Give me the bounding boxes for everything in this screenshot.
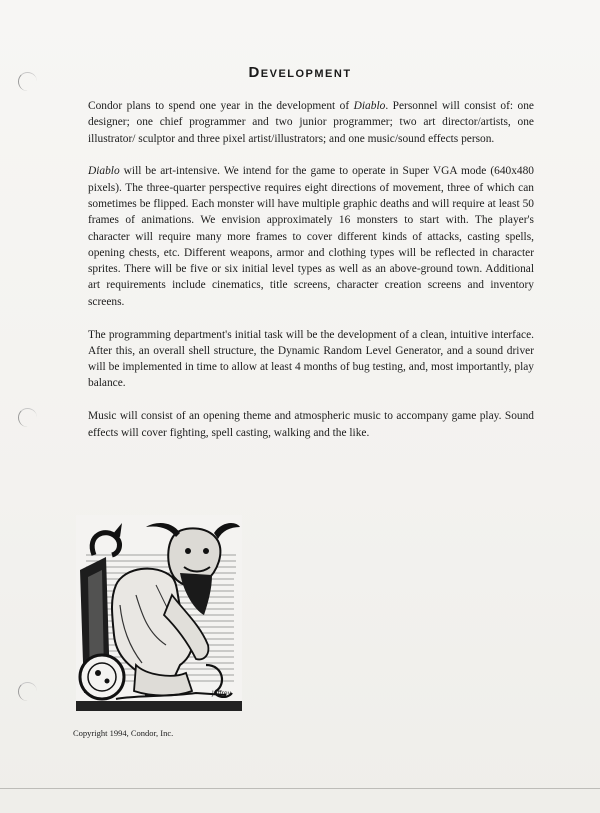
punch-hole-middle (18, 408, 37, 427)
devil-illustration (76, 515, 242, 711)
game-title-italic: Diablo (353, 100, 386, 112)
paragraph-art (88, 163, 534, 310)
punch-hole-bottom (18, 682, 37, 701)
p1-text-pre: Condor plans to spend one year in the development of (88, 100, 354, 112)
game-title-italic: Diablo (88, 165, 120, 178)
artist-signature: Jeffrey (212, 690, 232, 697)
page-title: Development (248, 64, 352, 81)
document-body (88, 98, 534, 457)
copyright-notice: Copyright 1994, Condor, Inc. (73, 728, 174, 738)
paragraph-music: Music will consist of an opening theme and atmospheric music to accompany game play. Sound effects will cover fighting, spell casting, walking and the like. (88, 410, 534, 439)
p2-text: will be art-intensive. We intend for the game to operate in Super VGA mode (640x480 pixels). The three-quarter perspective requires eight directions of movement, three of which can sometimes be flipped. Each monster will have multiple graphic deaths and will require at least 50 frames of animations. We envision approximately 16 monsters to start with. The player's character will require many more frames to cover different kinds of attacks, casting spells, opening chests, etc. Different weapons, armor and clothing types will be reflected in character sprites. There will be five or six initial level types as well as an above-ground town. Additional art requirements include cinematics, title screens, character creation screens and inventory screens. (88, 165, 534, 308)
paragraph-programming: The programming department's initial task will be the development of a clean, intuitive interface. After this, an overall shell structure, the Dynamic Random Level Generator, and a sound driver will be implemented in time to allow at least 4 months of bug testing, and, most importantly, play balance. (88, 328, 534, 390)
paragraph-personnel (88, 98, 534, 147)
p1-text-post: . Personnel will consist of: one designer; one chief programmer and two junior programmer; two art director/artists, one illustrator/ sculptor and three pixel artist/illustrators; and one music/sound effects person. (88, 100, 534, 145)
page-edge (0, 788, 600, 789)
